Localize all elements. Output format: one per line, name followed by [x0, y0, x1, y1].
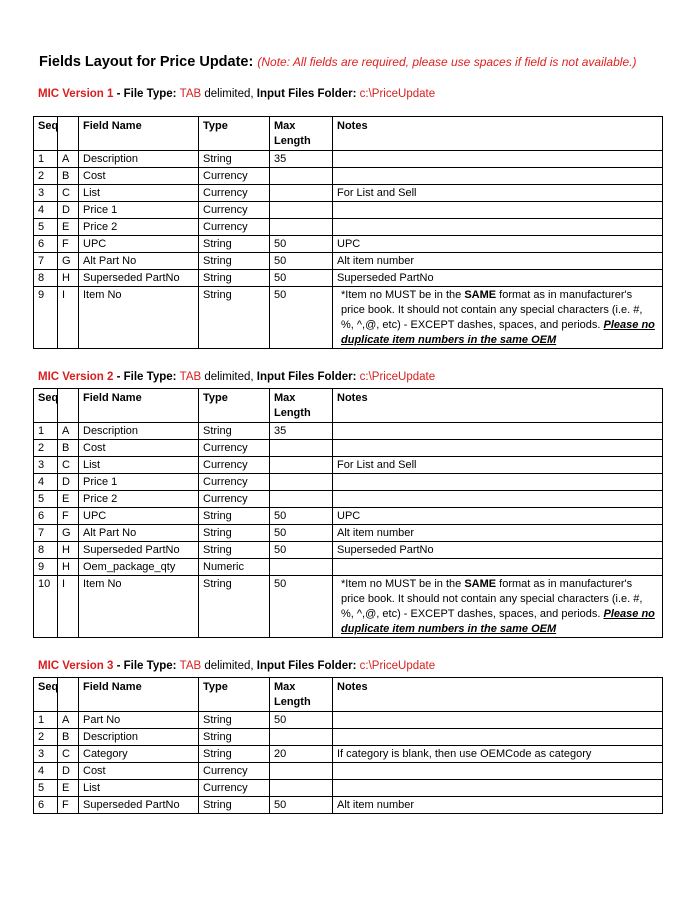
version-label: MIC Version 3	[38, 660, 114, 672]
header-max: Max	[274, 392, 296, 404]
version-2-heading	[38, 371, 435, 383]
cell-max-length: 50	[270, 236, 333, 253]
cell-max-length	[270, 780, 333, 797]
cell-notes	[333, 440, 663, 457]
cell-max-length: 50	[270, 508, 333, 525]
cell-type: Currency	[199, 780, 270, 797]
table-row	[34, 151, 663, 168]
table-row	[34, 287, 663, 349]
cell-notes	[333, 559, 663, 576]
note-text: format as in manufacturer's price book. It should not contain any special characters (i.e. #, %, ^,@, etc) - EXCEPT dashes, spaces, and periods.	[341, 578, 643, 620]
cell-field-name: Item No	[79, 576, 199, 638]
table-row	[34, 185, 663, 202]
cell-letter: G	[58, 253, 79, 270]
file-type-label: - File Type:	[113, 88, 180, 100]
cell-max-length	[270, 474, 333, 491]
cell-field-name: Superseded PartNo	[79, 542, 199, 559]
file-type-label: - File Type:	[113, 371, 180, 383]
table-row	[34, 746, 663, 763]
version-label: MIC Version 1	[38, 88, 114, 100]
table-row	[34, 559, 663, 576]
table-row	[34, 780, 663, 797]
cell-seq: 10	[34, 576, 58, 638]
cell-notes: For List and Sell	[333, 457, 663, 474]
cell-type: Currency	[199, 185, 270, 202]
folder-label: Input Files Folder:	[256, 88, 360, 100]
cell-seq: 7	[34, 525, 58, 542]
cell-notes: Superseded PartNo	[333, 270, 663, 287]
cell-type: String	[199, 151, 270, 168]
cell-letter: C	[58, 746, 79, 763]
cell-letter: E	[58, 219, 79, 236]
header-type: Type	[199, 678, 270, 712]
cell-seq: 9	[34, 559, 58, 576]
cell-seq: 1	[34, 423, 58, 440]
folder-value: c:\PriceUpdate	[359, 88, 436, 100]
table-row	[34, 253, 663, 270]
cell-notes: If category is blank, then use OEMCode as category	[333, 746, 663, 763]
header-notes: Notes	[333, 117, 663, 151]
cell-letter: A	[58, 151, 79, 168]
cell-letter: B	[58, 729, 79, 746]
table-row	[34, 236, 663, 253]
cell-field-name: Part No	[79, 712, 199, 729]
cell-type: String	[199, 236, 270, 253]
cell-notes: UPC	[333, 508, 663, 525]
cell-field-name: Category	[79, 746, 199, 763]
cell-max-length	[270, 559, 333, 576]
version-1-heading	[38, 88, 435, 100]
cell-field-name: Cost	[79, 763, 199, 780]
table-row	[34, 525, 663, 542]
table-row	[34, 474, 663, 491]
table-row	[34, 508, 663, 525]
cell-type: Currency	[199, 440, 270, 457]
cell-type: String	[199, 746, 270, 763]
folder-label: Input Files Folder:	[256, 660, 360, 672]
cell-letter: B	[58, 440, 79, 457]
cell-field-name: Superseded PartNo	[79, 797, 199, 814]
header-type: Type	[199, 117, 270, 151]
cell-letter: A	[58, 423, 79, 440]
cell-field-name: Superseded PartNo	[79, 270, 199, 287]
cell-letter: H	[58, 542, 79, 559]
cell-letter: C	[58, 457, 79, 474]
cell-max-length: 35	[270, 151, 333, 168]
cell-max-length: 50	[270, 253, 333, 270]
table-row	[34, 457, 663, 474]
cell-max-length: 50	[270, 542, 333, 559]
cell-max-length: 50	[270, 576, 333, 638]
cell-notes: Alt item number	[333, 253, 663, 270]
table-header-row	[34, 117, 663, 151]
cell-seq: 5	[34, 491, 58, 508]
cell-letter: A	[58, 712, 79, 729]
cell-max-length: 50	[270, 712, 333, 729]
cell-letter: H	[58, 270, 79, 287]
version-3-heading	[38, 660, 435, 672]
cell-seq: 7	[34, 253, 58, 270]
title-main: Fields Layout for Price Update:	[39, 54, 254, 70]
cell-field-name: List	[79, 185, 199, 202]
cell-type: String	[199, 797, 270, 814]
cell-seq: 1	[34, 151, 58, 168]
version-label: MIC Version 2	[38, 371, 114, 383]
cell-type: String	[199, 423, 270, 440]
header-notes: Notes	[333, 678, 663, 712]
header-max: Max	[274, 681, 296, 693]
cell-field-name: List	[79, 780, 199, 797]
delimited-text: delimited,	[201, 371, 257, 383]
header-max-length	[270, 389, 333, 423]
cell-max-length: 50	[270, 797, 333, 814]
cell-type: Currency	[199, 202, 270, 219]
cell-seq: 8	[34, 270, 58, 287]
table-row	[34, 168, 663, 185]
cell-notes	[333, 423, 663, 440]
cell-max-length	[270, 168, 333, 185]
cell-notes: UPC	[333, 236, 663, 253]
cell-type: Currency	[199, 763, 270, 780]
cell-type: Currency	[199, 457, 270, 474]
cell-field-name: Price 1	[79, 202, 199, 219]
cell-notes: Alt item number	[333, 525, 663, 542]
cell-field-name: UPC	[79, 508, 199, 525]
page-title	[39, 54, 636, 70]
table-row	[34, 491, 663, 508]
cell-letter: I	[58, 287, 79, 349]
cell-seq: 4	[34, 202, 58, 219]
cell-seq: 3	[34, 185, 58, 202]
table-row	[34, 202, 663, 219]
header-max-length	[270, 117, 333, 151]
cell-seq: 1	[34, 712, 58, 729]
cell-seq: 2	[34, 440, 58, 457]
file-type-value: TAB	[179, 371, 202, 383]
cell-seq: 9	[34, 287, 58, 349]
cell-notes	[333, 168, 663, 185]
cell-field-name: List	[79, 457, 199, 474]
cell-type: String	[199, 270, 270, 287]
table-row	[34, 542, 663, 559]
cell-letter: C	[58, 185, 79, 202]
cell-field-name: Description	[79, 151, 199, 168]
cell-type: String	[199, 287, 270, 349]
table-row	[34, 797, 663, 814]
table-row	[34, 270, 663, 287]
note-same: SAME	[464, 289, 497, 301]
cell-seq: 4	[34, 763, 58, 780]
cell-field-name: Price 2	[79, 491, 199, 508]
cell-field-name: Item No	[79, 287, 199, 349]
cell-seq: 8	[34, 542, 58, 559]
note-text: format as in manufacturer's price book. It should not contain any special characters (i.e. #, %, ^,@, etc) - EXCEPT dashes, spaces, and periods.	[341, 289, 643, 331]
cell-notes	[333, 763, 663, 780]
header-length: Length	[274, 407, 311, 419]
cell-notes-item-no	[333, 287, 663, 349]
folder-value: c:\PriceUpdate	[359, 371, 436, 383]
cell-type: Numeric	[199, 559, 270, 576]
cell-type: String	[199, 525, 270, 542]
cell-max-length: 35	[270, 423, 333, 440]
cell-notes	[333, 491, 663, 508]
delimited-text: delimited,	[201, 88, 257, 100]
cell-seq: 5	[34, 780, 58, 797]
header-max-length	[270, 678, 333, 712]
cell-seq: 6	[34, 797, 58, 814]
table-row	[34, 423, 663, 440]
header-letter	[58, 117, 79, 151]
version-1-table	[33, 116, 663, 349]
cell-letter: F	[58, 236, 79, 253]
cell-field-name: Price 2	[79, 219, 199, 236]
note-text: *Item no MUST be in the	[341, 578, 465, 590]
cell-max-length	[270, 729, 333, 746]
header-letter	[58, 678, 79, 712]
header-seq: Seq	[34, 389, 58, 423]
cell-notes: Superseded PartNo	[333, 542, 663, 559]
table-row	[34, 712, 663, 729]
cell-letter: F	[58, 797, 79, 814]
cell-type: Currency	[199, 168, 270, 185]
cell-max-length: 50	[270, 525, 333, 542]
cell-max-length	[270, 491, 333, 508]
table-row	[34, 576, 663, 638]
cell-type: Currency	[199, 491, 270, 508]
cell-type: String	[199, 712, 270, 729]
header-seq: Seq	[34, 678, 58, 712]
cell-letter: E	[58, 780, 79, 797]
cell-notes	[333, 729, 663, 746]
cell-seq: 2	[34, 168, 58, 185]
cell-letter: F	[58, 508, 79, 525]
header-type: Type	[199, 389, 270, 423]
cell-letter: G	[58, 525, 79, 542]
cell-field-name: Description	[79, 729, 199, 746]
cell-letter: E	[58, 491, 79, 508]
cell-seq: 6	[34, 236, 58, 253]
version-2-table	[33, 388, 663, 638]
table-row	[34, 763, 663, 780]
cell-type: String	[199, 729, 270, 746]
cell-letter: D	[58, 202, 79, 219]
cell-max-length	[270, 763, 333, 780]
cell-field-name: Cost	[79, 168, 199, 185]
cell-seq: 5	[34, 219, 58, 236]
cell-notes	[333, 474, 663, 491]
cell-max-length	[270, 219, 333, 236]
cell-notes: For List and Sell	[333, 185, 663, 202]
cell-letter: B	[58, 168, 79, 185]
cell-max-length: 50	[270, 287, 333, 349]
cell-notes	[333, 151, 663, 168]
cell-seq: 3	[34, 457, 58, 474]
cell-seq: 3	[34, 746, 58, 763]
note-emphasis: Please no duplicate item numbers in the same OEM	[341, 319, 655, 346]
note-emphasis: Please no duplicate item numbers in the same OEM	[341, 608, 655, 635]
file-type-label: - File Type:	[113, 660, 180, 672]
folder-label: Input Files Folder:	[256, 371, 360, 383]
header-notes: Notes	[333, 389, 663, 423]
cell-notes	[333, 712, 663, 729]
file-type-value: TAB	[179, 88, 202, 100]
header-field-name: Field Name	[79, 678, 199, 712]
note-text: *Item no MUST be in the	[341, 289, 465, 301]
table-row	[34, 219, 663, 236]
cell-notes-item-no	[333, 576, 663, 638]
cell-field-name: Alt Part No	[79, 253, 199, 270]
title-note: (Note: All fields are required, please use spaces if field is not available.)	[257, 55, 637, 69]
cell-notes	[333, 780, 663, 797]
cell-field-name: Cost	[79, 440, 199, 457]
table-row	[34, 440, 663, 457]
header-field-name: Field Name	[79, 389, 199, 423]
cell-seq: 4	[34, 474, 58, 491]
header-length: Length	[274, 135, 311, 147]
cell-max-length	[270, 185, 333, 202]
cell-type: Currency	[199, 474, 270, 491]
note-same: SAME	[464, 578, 497, 590]
header-seq: Seq	[34, 117, 58, 151]
folder-value: c:\PriceUpdate	[359, 660, 436, 672]
cell-notes: Alt item number	[333, 797, 663, 814]
table-header-row	[34, 678, 663, 712]
header-field-name: Field Name	[79, 117, 199, 151]
cell-max-length: 20	[270, 746, 333, 763]
delimited-text: delimited,	[201, 660, 257, 672]
cell-max-length	[270, 440, 333, 457]
cell-field-name: Alt Part No	[79, 525, 199, 542]
cell-max-length: 50	[270, 270, 333, 287]
cell-field-name: Description	[79, 423, 199, 440]
cell-type: String	[199, 576, 270, 638]
cell-letter: D	[58, 763, 79, 780]
cell-type: Currency	[199, 219, 270, 236]
cell-notes	[333, 202, 663, 219]
file-type-value: TAB	[179, 660, 202, 672]
cell-seq: 2	[34, 729, 58, 746]
cell-max-length	[270, 202, 333, 219]
cell-letter: H	[58, 559, 79, 576]
cell-type: String	[199, 253, 270, 270]
table-header-row	[34, 389, 663, 423]
cell-field-name: UPC	[79, 236, 199, 253]
header-letter	[58, 389, 79, 423]
cell-notes	[333, 219, 663, 236]
cell-field-name: Price 1	[79, 474, 199, 491]
cell-max-length	[270, 457, 333, 474]
cell-type: String	[199, 542, 270, 559]
cell-field-name: Oem_package_qty	[79, 559, 199, 576]
header-max: Max	[274, 120, 296, 132]
cell-type: String	[199, 508, 270, 525]
header-length: Length	[274, 696, 311, 708]
cell-letter: I	[58, 576, 79, 638]
version-3-table	[33, 677, 663, 814]
cell-seq: 6	[34, 508, 58, 525]
cell-letter: D	[58, 474, 79, 491]
table-row	[34, 729, 663, 746]
